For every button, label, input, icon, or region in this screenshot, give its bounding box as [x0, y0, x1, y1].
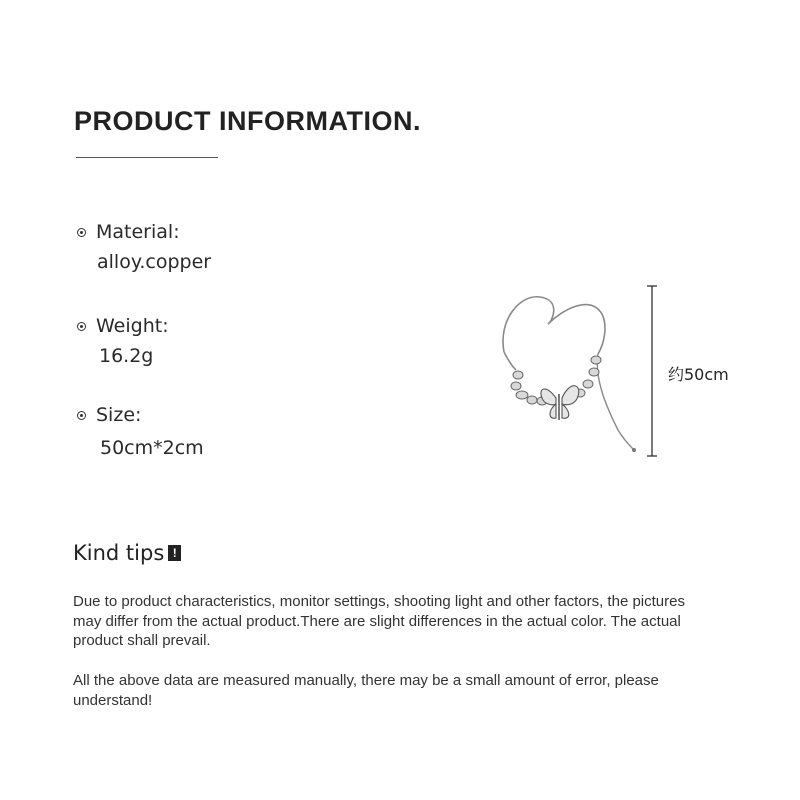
spec-material [77, 219, 211, 273]
bullet-icon [77, 228, 86, 237]
spec-value: alloy.copper [97, 251, 212, 273]
tips-paragraph-2: All the above data are measured manually, there may be a small amount of error, please understand! [73, 672, 659, 709]
spec-weight [77, 313, 169, 367]
bullet-icon [77, 411, 86, 420]
spec-label: Size: [96, 404, 142, 426]
spec-label: Material: [96, 221, 180, 243]
spec-value: 16.2g [99, 345, 154, 367]
spec-size [77, 402, 204, 459]
kind-tips-title: Kind tips [73, 541, 165, 565]
dimension-label: 约50cm [668, 365, 729, 384]
bullet-icon [77, 322, 86, 331]
title-underline [76, 157, 218, 158]
spec-label: Weight: [96, 315, 169, 337]
exclamation-icon: ! [168, 545, 181, 561]
kind-tips-heading [73, 541, 181, 565]
tips-paragraph-1: Due to product characteristics, monitor settings, shooting light and other factors, the pictures may differ from the actual product.There are slight differences in the actual color. The actual product shall prevail. [73, 593, 685, 649]
spec-value: 50cm*2cm [100, 437, 204, 459]
page-title: PRODUCT INFORMATION. [74, 106, 421, 136]
